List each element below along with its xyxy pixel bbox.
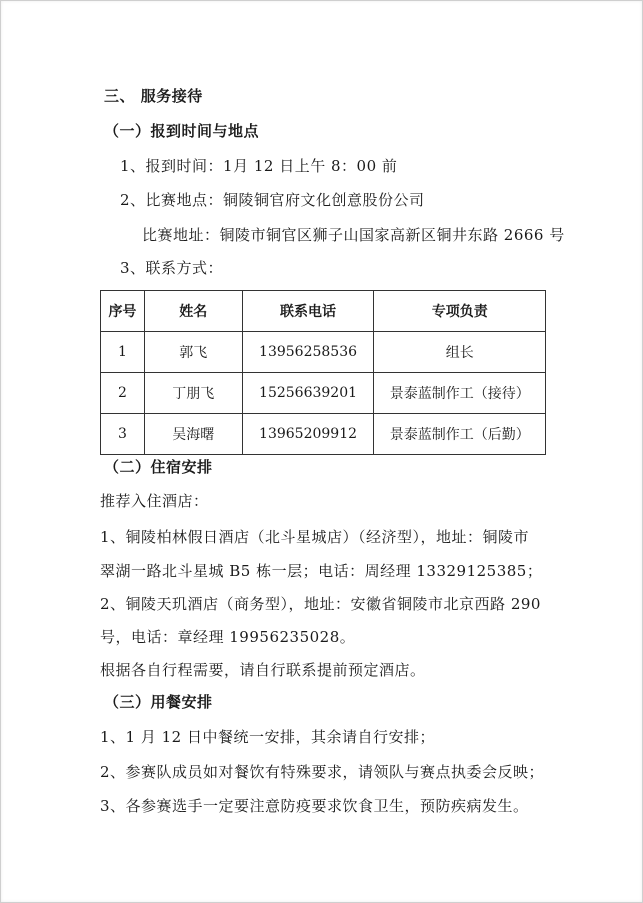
- hotel-1-line1: 1、铜陵柏林假日酒店（北斗星城店）（经济型），地址：铜陵市: [100, 528, 530, 546]
- hotel-2-line2: 号，电话：章经理 19956235028。: [100, 628, 356, 646]
- cell-index: 2: [101, 373, 145, 414]
- hotel-1-line2: 翠湖一路北斗星城 B5 栋一层；电话：周经理 13329125385；: [100, 562, 543, 580]
- table-row: [101, 373, 546, 414]
- header-responsibility: 专项负责: [374, 291, 546, 332]
- header-phone: 联系电话: [242, 291, 374, 332]
- part3-heading: （三）用餐安排: [104, 693, 213, 711]
- hotel-note: 根据各自行程需要，请自行联系提前预定酒店。: [100, 661, 426, 679]
- cell-responsibility: 景泰蓝制作工（接待）: [374, 373, 546, 414]
- cell-phone: 13956258536: [242, 332, 374, 373]
- cell-index: 1: [101, 332, 145, 373]
- hotel-intro: 推荐入住酒店：: [100, 492, 209, 510]
- cell-name: 郭飞: [144, 332, 242, 373]
- contact-label: 3、联系方式：: [120, 259, 224, 277]
- meal-line-2: 2、参赛队成员如对餐饮有特殊要求，请领队与赛点执委会反映；: [100, 763, 545, 781]
- contact-table: [100, 290, 546, 455]
- cell-phone: 15256639201: [242, 373, 374, 414]
- hotel-2-line1: 2、铜陵天玑酒店（商务型），地址：安徽省铜陵市北京西路 290: [100, 595, 541, 613]
- cell-index: 3: [101, 414, 145, 455]
- venue-address: 比赛地址：铜陵市铜官区狮子山国家高新区铜井东路 2666 号: [142, 226, 565, 244]
- header-index: 序号: [101, 291, 145, 332]
- cell-name: 吴海曙: [144, 414, 242, 455]
- cell-responsibility: 景泰蓝制作工（后勤）: [374, 414, 546, 455]
- table-header-row: [101, 291, 546, 332]
- cell-responsibility: 组长: [374, 332, 546, 373]
- meal-line-3: 3、各参赛选手一定要注意防疫要求饮食卫生，预防疾病发生。: [100, 797, 529, 815]
- venue: 2、比赛地点：铜陵铜官府文化创意股份公司: [120, 191, 425, 209]
- cell-phone: 13965209912: [242, 414, 374, 455]
- table-row: [101, 414, 546, 455]
- checkin-time: 1、报到时间：1月 12 日上午 8：00 前: [120, 157, 398, 175]
- section-title: 三、 服务接待: [104, 87, 203, 105]
- part1-heading: （一）报到时间与地点: [104, 122, 260, 140]
- table-row: [101, 332, 546, 373]
- meal-line-1: 1、1 月 12 日中餐统一安排，其余请自行安排；: [100, 728, 435, 746]
- part2-heading: （二）住宿安排: [104, 458, 213, 476]
- header-name: 姓名: [144, 291, 242, 332]
- cell-name: 丁朋飞: [144, 373, 242, 414]
